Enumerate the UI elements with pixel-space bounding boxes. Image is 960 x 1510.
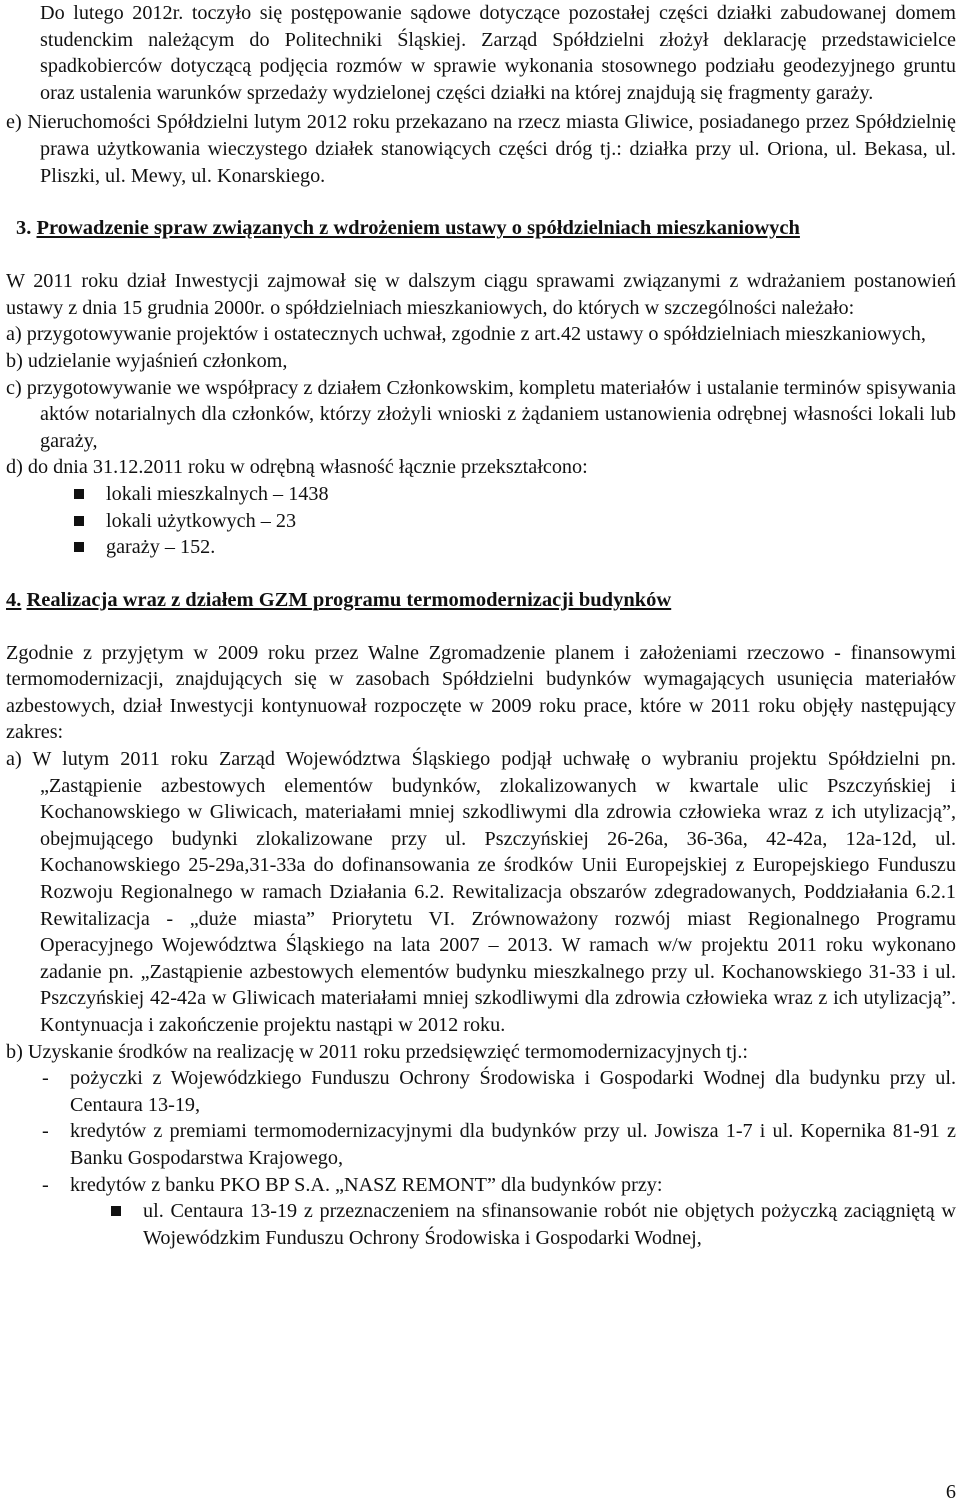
section-4-number: 4. [6,588,22,611]
section-4-heading [6,587,956,614]
section-3-item-d: d) do dnia 31.12.2011 roku w odrębną własność łącznie przekształcono: [6,456,588,479]
paragraph-intro-d-tail: Do lutego 2012r. toczyło się postępowanie sądowe dotyczące pozostałej części działki zabudowanej domem studenckim należącym do Politechniki Śląskiej. Zarząd Spółdzielni złożył deklarację przedstawicielce spadkobierców dotyczącą podjęcia rozmów w sprawie wykonania stosownego podziału geodezyjnego gruntu oraz ustalenia warunków sprzedaży wydzielonej części działki na której znajdują się fragmenty garaży. [40,2,956,104]
sub-list-item: ul. Centaura 13-19 z przeznaczeniem na sfinansowanie robót nie objętych pożyczką zaciągniętą w Wojewódzkim Funduszu Ochrony Środowiska i Gospodarki Wodnej, [6,1198,956,1251]
section-3-item-c: c) przygotowywanie we współpracy z działem Członkowskim, kompletu materiałów i ustalanie terminów spisywania aktów notarialnych dla członków, którzy złożyli wnioski z żądaniem ustanowienia odrębnej własności lokali lub garaży, [6,376,956,452]
list-item: lokali użytkowych – 23 [6,508,956,535]
section-4-intro: Zgodnie z przyjętym w 2009 roku przez Walne Zgromadzenie planem i założeniami rzeczowo - finansowymi termomodernizacji, znajdujących się w zasobach Spółdzielni budynków wymagających usunięcia materiałów azbestowych, dział Inwestycji kontynuował rozpoczęte w 2009 roku prace, które w 2011 roku objęły następujący zakres: [6,641,956,744]
list-item: lokali mieszkalnych – 1438 [6,481,956,508]
dash-item: - pożyczki z Wojewódzkiego Funduszu Ochrony Środowiska i Gospodarki Wodnej dla budynku przy ul. Centaura 13-19, [42,1067,956,1116]
section-3-intro: W 2011 roku dział Inwestycji zajmował się w dalszym ciągu sprawami związanymi z wdrażaniem postanowień ustawy z dnia 15 grudnia 2000r. o spółdzielniach mieszkaniowych, do których w szczególności należało: [6,270,956,319]
section-4-item-a: a) W lutym 2011 roku Zarząd Województwa Śląskiego podjął uchwałę o wybraniu projektu Spółdzielni pn. „Zastąpienie azbestowych elementów budynków, zlokalizowanych w kwartale ulic Pszczyńskiej i Kochanowskiego w Gliwicach, materiałami mniej szkodliwymi dla zdrowia człowieka wraz z ich utylizacją”, obejmującego budynki zlokalizowane przy ul. Pszczyńskiej 26-26a, 36-36a, 42-42a, 12a-12d, ul. Kochanowskiego 25-29a,31-33a do dofinansowania ze środków Unii Europejskiej z Europejskiego Funduszu Rozwoju Regionalnego w ramach Działania 6.2. Rewitalizacja obszarów zdegradowanych, Poddziałania 6.2.1 Rewitalizacja - „duże miasta” Priorytetu VI. Zrównoważony rozwój miast Regionalnego Programu Operacyjnego Województwa Śląskiego na lata 2007 – 2013. W ramach w/w projektu 2011 roku wykonano zadanie pn. „Zastąpienie azbestowych elementów budynku mieszkalnego przy ul. Kochanowskiego 31-33 i ul. Pszczyńskiej 42-42a w Gliwicach materiałami mniej szkodliwymi dla zdrowia człowieka wraz z ich utylizacją”. Kontynuacja i zakończenie projektu nastąpi w 2012 roku. [6,748,956,1036]
list-item: garaży – 152. [6,534,956,561]
dash-item: - kredytów z premiami termomodernizacyjnymi dla budynków przy ul. Jowisza 1-7 i ul. Kopernika 81-91 z Banku Gospodarstwa Krajowego, [42,1120,956,1169]
section-3-number: 3. [16,217,32,240]
section-4-title: Realizacja wraz z działem GZM programu termomodernizacji budynków [26,588,672,611]
section-3-item-a: a) przygotowywanie projektów i ostatecznych uchwał, zgodnie z art.42 ustawy o spółdzielniach mieszkaniowych, [6,323,926,346]
section-3-heading [6,215,956,242]
section-3-item-b: b) udzielanie wyjaśnień członkom, [6,349,288,372]
section-3-title: Prowadzenie spraw związanych z wdrożeniem ustawy o spółdzielniach mieszkaniowych [36,217,800,240]
document-page [6,0,956,1251]
list-item-e: e) Nieruchomości Spółdzielni lutym 2012 roku przekazano na rzecz miasta Gliwice, posiadanego przez Spółdzielnię prawa użytkowania wieczystego działek stanowiących części dróg tj.: działka przy ul. Oriona, ul. Bekasa, ul. Pliszki, ul. Mewy, ul. Konarskiego. [6,111,956,187]
section-4-item-b: b) Uzyskanie środków na realizację w 2011 roku przedsięwzięć termomodernizacyjnych tj.: [6,1040,748,1063]
page-number: 6 [945,1481,956,1503]
dash-item: - kredytów z banku PKO BP S.A. „NASZ REMONT” dla budynków przy: [42,1173,663,1196]
